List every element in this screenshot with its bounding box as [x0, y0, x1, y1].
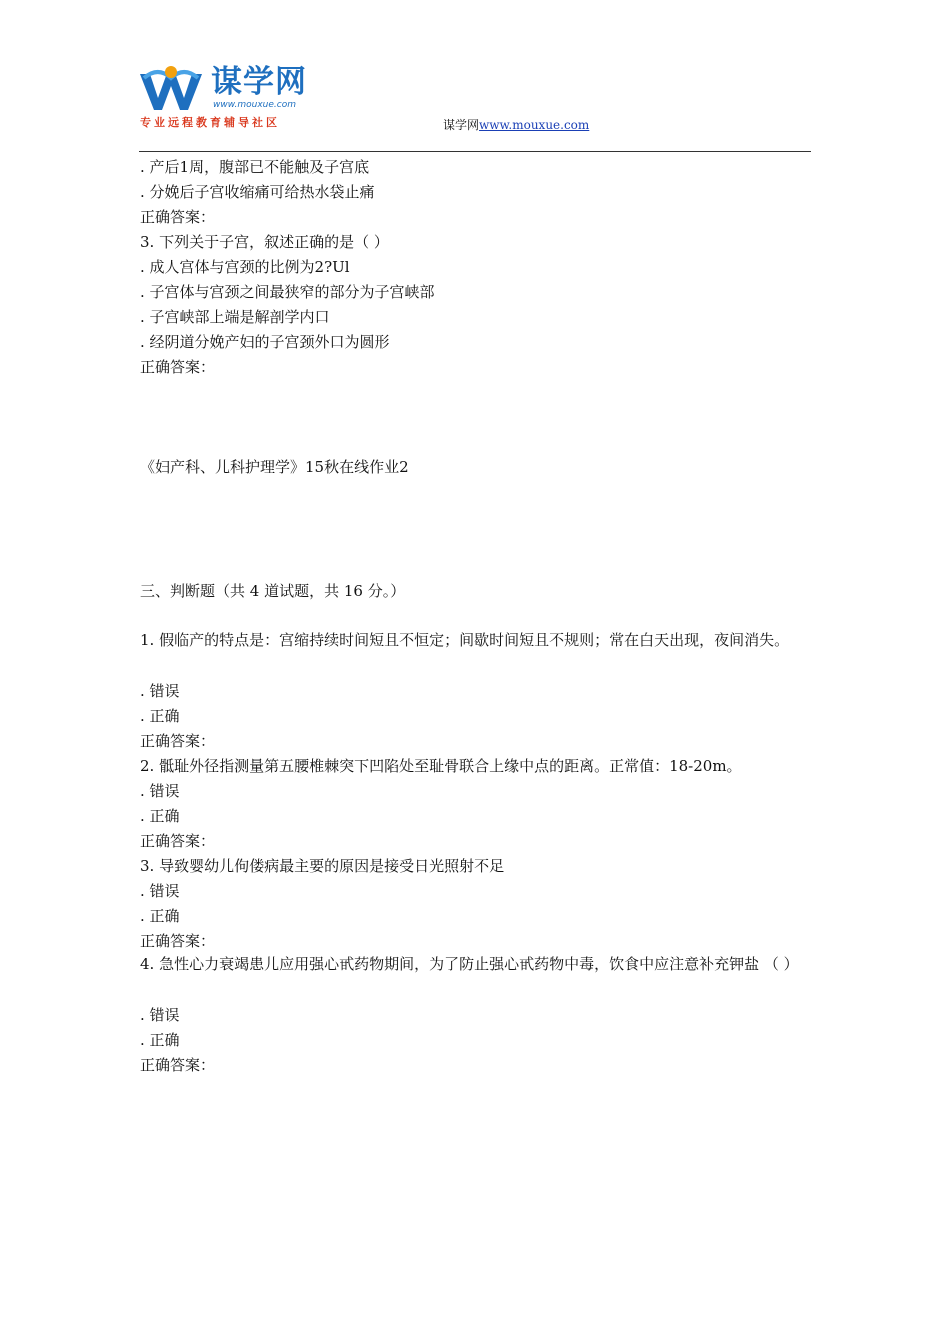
answer-label: 正确答案：	[140, 208, 216, 226]
answer-label: 正确答案：	[140, 732, 216, 750]
option-line: . 产后1周，腹部已不能触及子宫底	[140, 158, 370, 176]
option-right: . 正确	[140, 1031, 180, 1049]
logo-name: 谋学网	[211, 64, 307, 100]
option-right: . 正确	[140, 707, 180, 725]
logo-url: www.mouxue.com	[213, 100, 296, 110]
option-wrong: . 错误	[140, 682, 180, 700]
option-right: . 正确	[140, 807, 180, 825]
question-text: 1. 假临产的特点是：宫缩持续时间短且不恒定；间歇时间短且不规则；常在白天出现，夜间消失。	[140, 631, 790, 649]
option-line: . 分娩后子宫收缩痛可给热水袋止痛	[140, 183, 375, 201]
option-wrong: . 错误	[140, 782, 180, 800]
site-label: 谋学网	[443, 118, 480, 132]
answer-label: 正确答案：	[140, 832, 216, 850]
answer-label: 正确答案：	[140, 932, 216, 950]
section-title: 三、判断题（共 4 道试题，共 16 分。）	[140, 582, 406, 600]
question-text: 3. 导致婴幼儿佝偻病最主要的原因是接受日光照射不足	[140, 857, 505, 875]
logo-slogan: 专业远程教育辅导社区	[140, 116, 280, 129]
option-wrong: . 错误	[140, 882, 180, 900]
header-site	[443, 116, 589, 133]
answer-label: 正确答案：	[140, 1056, 216, 1074]
option-line: . 子宫峡部上端是解剖学内口	[140, 308, 330, 326]
site-link[interactable]: www.mouxue.com	[479, 118, 590, 132]
option-wrong: . 错误	[140, 1006, 180, 1024]
question-text: 4. 急性心力衰竭患儿应用强心甙药物期间，为了防止强心甙药物中毒，饮食中应注意补充钾盐 （ ）	[140, 955, 799, 973]
header-divider	[139, 151, 811, 152]
option-line: . 经阴道分娩产妇的子宫颈外口为圆形	[140, 333, 390, 351]
option-line: . 子宫体与宫颈之间最狭窄的部分为子宫峡部	[140, 283, 435, 301]
course-title: 《妇产科、儿科护理学》15秋在线作业2	[140, 458, 409, 476]
answer-label: 正确答案：	[140, 358, 216, 376]
question-text: 2. 骶耻外径指测量第五腰椎棘突下凹陷处至耻骨联合上缘中点的距离。正常值：18-20m。	[140, 757, 742, 775]
option-line: . 成人宫体与宫颈的比例为2?Ul	[140, 258, 350, 276]
question-text: 3. 下列关于子宫，叙述正确的是（ ）	[140, 233, 389, 251]
option-right: . 正确	[140, 907, 180, 925]
